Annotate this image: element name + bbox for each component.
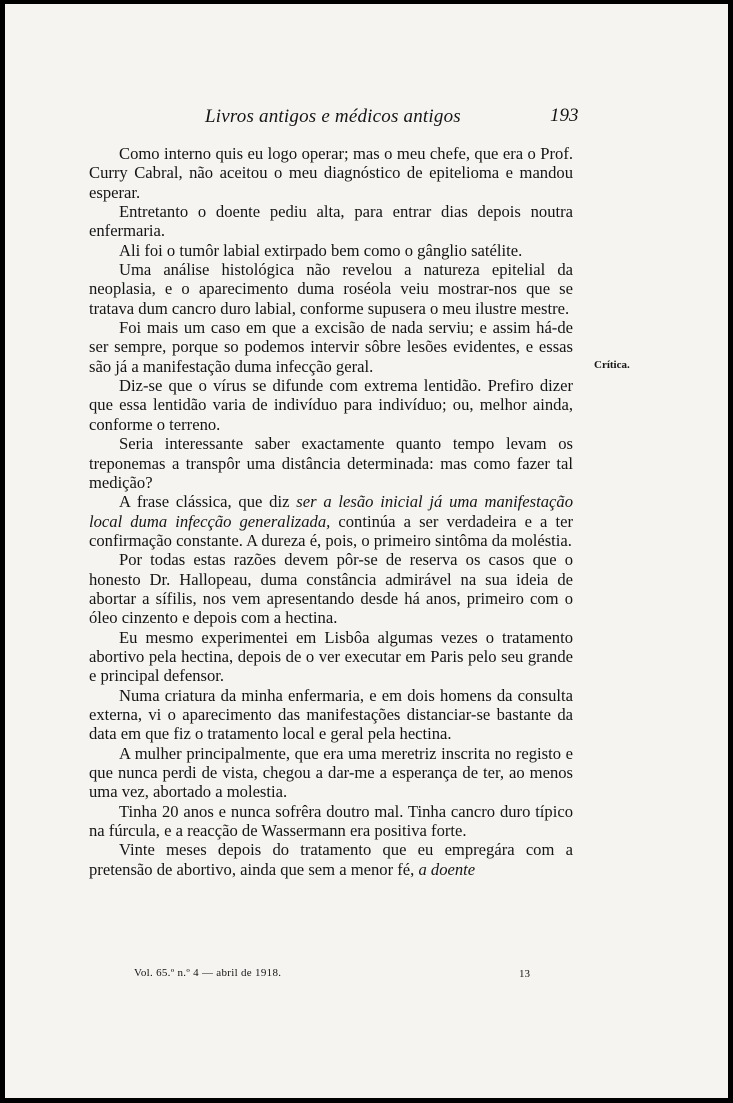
paragraph	[89, 260, 573, 318]
paragraph	[89, 802, 573, 841]
text-run: Diz-se que o vírus se difunde com extrema lentidão. Prefiro dizer que essa lentidão varia de indivíduo para indivíduo; ou, melhor ainda, conforme o terreno.	[89, 376, 573, 434]
paragraph	[89, 202, 573, 241]
text-run: continúa a ser verdadeira e a ter confirmação constante. A dureza é, pois, o primeiro sintôma da moléstia.	[89, 511, 573, 550]
text-run: Como interno quis eu logo operar; mas o meu chefe, que era o Prof. Curry Cabral, não aceitou o meu diagnóstico de epitelioma e mandou esperar.	[89, 144, 573, 202]
text-run: Numa criatura da minha enfermaria, e em dois homens da consulta externa, vi o aparecimento das manifestações distanciar-se bastante da data em que fiz o tratamento local e geral pela hectina.	[89, 685, 573, 744]
paragraph	[89, 550, 573, 627]
paragraph	[89, 492, 573, 550]
paragraph	[89, 241, 573, 260]
book-page	[5, 4, 728, 1098]
paragraph	[89, 434, 573, 492]
text-run: Ali foi o tumôr labial extirpado bem como o gânglio satélite.	[119, 240, 523, 260]
page-header	[5, 104, 728, 132]
text-run: Seria interessante saber exactamente quanto tempo levam os treponemas a transpôr uma distância determinada: mas como fazer tal medição?	[89, 434, 573, 492]
text-run: A frase clássica, que diz	[119, 492, 297, 512]
body-text	[89, 144, 573, 879]
paragraph	[89, 686, 573, 744]
text-run: Tinha 20 anos e nunca sofrêra doutro mal. Tinha cancro duro típico na fúrcula, e a reacção de Wassermann era positiva forte.	[89, 801, 573, 841]
margin-note: Crítica.	[594, 359, 630, 371]
paragraph	[89, 840, 573, 879]
italic-text: ser a lesão inicial já uma manifestação local duma infecção generalizada,	[89, 492, 573, 531]
text-run: Entretanto o doente pediu alta, para entrar dias depois noutra enfermaria.	[89, 202, 573, 241]
running-title: Livros antigos e médicos antigos	[205, 106, 461, 127]
paragraph	[89, 744, 573, 802]
text-run: Por todas estas razões devem pôr-se de reserva os casos que o honesto Dr. Hallopeau, duma constância admirável na sua ideia de abortar a sífilis, nos vem apresentando desde há anos, primeiro com o óleo cinzento e depois com a hectina.	[89, 550, 573, 628]
paragraph	[89, 376, 573, 434]
paragraph	[89, 144, 573, 202]
footer-volume-line: Vol. 65.º n.º 4 — abril de 1918.	[134, 967, 282, 979]
text-run: Vinte meses depois do tratamento que eu empregára com a pretensão de abortivo, ainda que sem a menor fé,	[89, 840, 573, 879]
text-run: Uma análise histológica não revelou a natureza epitelial da neoplasia, e o aparecimento duma roséola veiu mostrar-nos que se tratava dum cancro duro labial, conforme supusera o meu ilustre mestre.	[89, 260, 573, 318]
page-number: 193	[550, 105, 579, 126]
footer-signature-mark: 13	[519, 968, 530, 980]
italic-text: a doente	[418, 859, 476, 879]
text-run: A mulher principalmente, que era uma meretriz inscrita no registo e que nunca perdi de vista, chegou a dar-me a esperança de ter, ao menos uma vez, abortado a molestia.	[89, 743, 573, 802]
paragraph	[89, 318, 573, 376]
text-run: Foi mais um caso em que a excisão de nada serviu; e assim há-de ser sempre, porque so podemos intervir sôbre lesões evidentes, e essas são já a manifestação duma infecção geral.	[89, 318, 573, 376]
text-run: Eu mesmo experimentei em Lisbôa algumas vezes o tratamento abortivo pela hectina, depois de o ver executar em Paris pelo seu grande e principal defensor.	[89, 627, 573, 686]
paragraph	[89, 628, 573, 686]
